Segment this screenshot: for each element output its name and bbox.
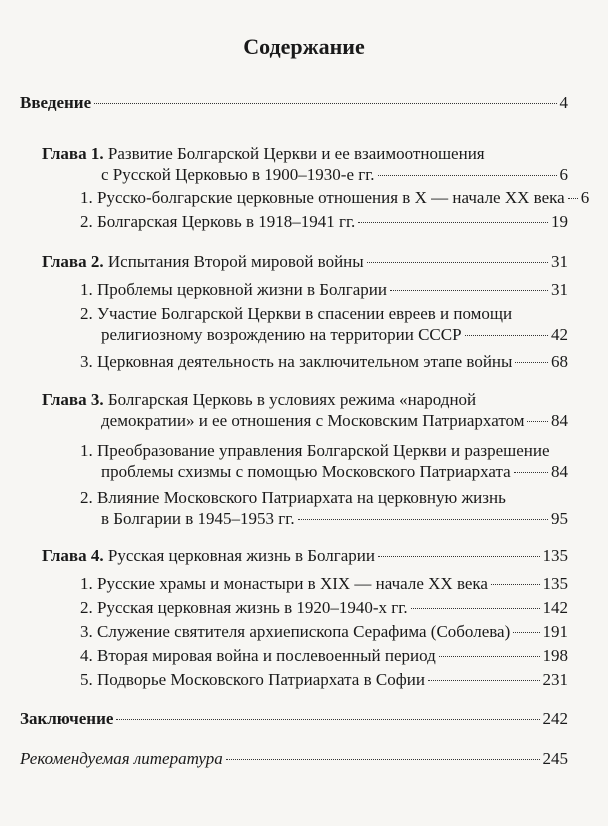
toc-entry-intro[interactable] — [20, 92, 568, 113]
leader-dots — [568, 198, 578, 199]
toc-entry-chapter-2[interactable] — [20, 251, 568, 272]
leader-dots — [378, 556, 540, 557]
leader-dots — [367, 262, 548, 263]
chapter-title: Развитие Болгарской Церкви и ее взаимоотношения — [107, 144, 485, 163]
section-title-cont: проблемы схизмы с помощью Московского Патриархата — [101, 462, 511, 481]
leader-dots — [527, 421, 548, 422]
page-number: 6 — [559, 165, 568, 184]
section-title: 4. Вторая мировая война и послевоенный период — [80, 646, 436, 665]
chapter-title: Испытания Второй мировой войны — [107, 252, 364, 271]
toc-entry-section[interactable] — [20, 303, 568, 345]
leader-dots — [298, 519, 548, 520]
page-number: 68 — [551, 352, 568, 371]
page-number: 142 — [542, 598, 568, 617]
leader-dots — [491, 584, 540, 585]
entry-label: Заключение — [20, 709, 114, 728]
section-title: 1. Проблемы церковной жизни в Болгарии — [80, 280, 387, 299]
section-title: 2. Участие Болгарской Церкви в спасении евреев и помощи — [80, 304, 513, 323]
entry-label: Введение — [20, 93, 92, 112]
section-title: 1. Русско-болгарские церковные отношения в X — начале XX века — [80, 188, 565, 207]
toc-entry-chapter-4[interactable] — [20, 545, 568, 566]
chapter-label: Глава 3. — [42, 390, 104, 409]
page-number: 4 — [559, 93, 568, 112]
section-title: 5. Подворье Московского Патриархата в Софии — [80, 670, 425, 689]
toc-entry-chapter-3[interactable] — [20, 389, 568, 431]
leader-dots — [439, 656, 540, 657]
leader-dots — [116, 719, 539, 720]
chapter-title: Русская церковная жизнь в Болгарии — [107, 546, 375, 565]
toc-entry-section[interactable] — [20, 645, 568, 666]
section-title: 1. Преобразование управления Болгарской Церкви и разрешение — [80, 441, 550, 460]
page-number: 95 — [551, 509, 568, 528]
section-title: 1. Русские храмы и монастыри в XIX — начале XX века — [80, 574, 488, 593]
page-number: 242 — [542, 709, 568, 728]
chapter-title-cont: демократии» и ее отношения с Московским Патриархатом — [101, 411, 525, 430]
leader-dots — [94, 103, 556, 104]
page-number: 198 — [542, 646, 568, 665]
page-number: 84 — [551, 411, 568, 430]
toc-entry-section[interactable] — [20, 211, 568, 232]
toc-entry-section[interactable] — [20, 487, 568, 529]
chapter-title: Болгарская Церковь в условиях режима «народной — [107, 390, 477, 409]
entry-label: Рекомендуемая литература — [20, 749, 223, 768]
page-number: 31 — [551, 252, 568, 271]
leader-dots — [514, 472, 548, 473]
chapter-label: Глава 1. — [42, 144, 104, 163]
toc-entry-conclusion[interactable] — [20, 708, 568, 729]
chapter-label: Глава 4. — [42, 546, 104, 565]
toc-entry-section[interactable] — [20, 351, 568, 372]
section-title: 2. Русская церковная жизнь в 1920–1940-х гг. — [80, 598, 408, 617]
chapter-title-cont: с Русской Церковью в 1900–1930-е гг. — [101, 165, 375, 184]
toc-entry-section[interactable] — [20, 621, 568, 642]
page-number: 31 — [551, 280, 568, 299]
section-title: 3. Церковная деятельность на заключительном этапе войны — [80, 352, 513, 371]
toc-entry-literature[interactable] — [20, 748, 568, 769]
leader-dots — [411, 608, 540, 609]
page-number: 191 — [542, 622, 568, 641]
leader-dots — [513, 632, 539, 633]
page-number: 135 — [542, 574, 568, 593]
toc-entry-section[interactable] — [20, 440, 568, 482]
page-number: 231 — [542, 670, 568, 689]
page-number: 6 — [580, 188, 590, 207]
toc-entry-section[interactable] — [20, 187, 590, 208]
toc-entry-section[interactable] — [20, 669, 568, 690]
leader-dots — [378, 175, 557, 176]
section-title: 3. Служение святителя архиепископа Серафима (Соболева) — [80, 622, 511, 641]
section-title: 2. Болгарская Церковь в 1918–1941 гг. — [80, 212, 356, 231]
page-number: 42 — [551, 325, 568, 344]
page-number: 84 — [551, 462, 568, 481]
section-title-cont: в Болгарии в 1945–1953 гг. — [101, 509, 295, 528]
leader-dots — [465, 335, 548, 336]
leader-dots — [428, 680, 540, 681]
section-title-cont: религиозному возрождению на территории СССР — [101, 325, 462, 344]
page-number: 19 — [551, 212, 568, 231]
toc-entry-chapter-1[interactable] — [20, 143, 568, 185]
toc-entry-section[interactable] — [20, 573, 568, 594]
chapter-label: Глава 2. — [42, 252, 104, 271]
section-title: 2. Влияние Московского Патриархата на церковную жизнь — [80, 488, 506, 507]
leader-dots — [515, 362, 548, 363]
toc-entry-section[interactable] — [20, 597, 568, 618]
toc-entry-section[interactable] — [20, 279, 568, 300]
page-number: 245 — [542, 749, 568, 768]
leader-dots — [226, 759, 540, 760]
page-title: Содержание — [243, 34, 365, 59]
leader-dots — [390, 290, 548, 291]
leader-dots — [358, 222, 548, 223]
page-number: 135 — [542, 546, 568, 565]
